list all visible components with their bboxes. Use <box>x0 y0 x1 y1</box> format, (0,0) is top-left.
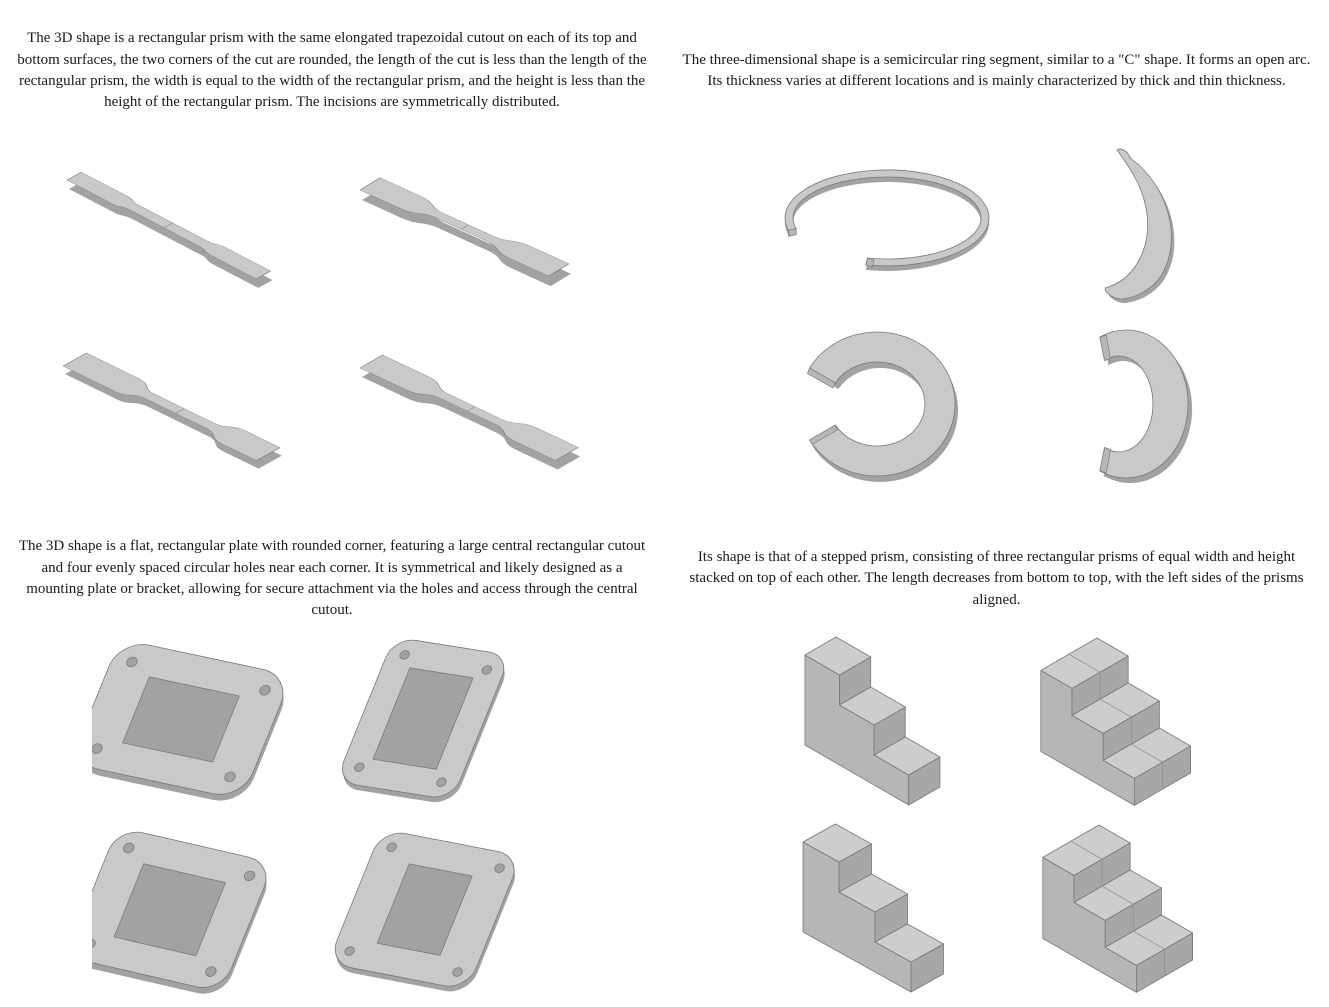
render-cell <box>757 136 997 316</box>
steps-render-2 <box>997 627 1237 812</box>
render-cell <box>997 812 1237 997</box>
figure-grid <box>37 136 627 500</box>
description-area <box>664 505 1329 627</box>
render-cell <box>332 627 572 815</box>
render-cell <box>757 812 997 997</box>
dogbone-render-4 <box>332 318 627 500</box>
description-text: The 3D shape is a rectangular prism with the same elongated trapezoidal cutout on each of its top and bottom surfaces, the two corners of the cut are rounded, the length of the cut is less than the length of the rectangular prism, the width is equal to the width of the rectangular prism, and the height is less than the height of the rectangular prism. The incisions are symmetrically distributed. <box>17 30 647 111</box>
render-cell <box>92 815 332 1003</box>
description-area <box>664 0 1329 136</box>
steps-render-4 <box>997 812 1237 997</box>
description-text: The 3D shape is a flat, rectangular plate with rounded corner, featuring a large central rectangular cutout and four evenly spaced circular holes near each corner. It is symmetrical and likely designed as a mounting plate or bracket, allowing for secure attachment via the holes and access through the central cutout. <box>18 538 646 619</box>
figure-grid <box>757 627 1237 997</box>
plate-render-1 <box>92 627 332 815</box>
ring-render-2 <box>997 136 1232 316</box>
ring-render-1 <box>757 136 992 316</box>
render-cell <box>37 318 332 500</box>
render-cell <box>37 136 332 318</box>
ring-render-3 <box>757 316 992 496</box>
plate-render-4 <box>332 815 572 1003</box>
plate-render-3 <box>92 815 332 1003</box>
panel-stepped-prism <box>664 505 1329 1007</box>
render-cell <box>332 136 627 318</box>
plate-render-2 <box>332 627 572 815</box>
steps-render-1 <box>757 627 997 812</box>
render-cell <box>997 136 1237 316</box>
figure-grid <box>92 627 572 1003</box>
description-area <box>0 0 664 136</box>
dogbone-render-1 <box>37 136 332 318</box>
ring-render-4 <box>997 316 1232 496</box>
dogbone-render-3 <box>37 318 332 500</box>
panel-semicircular-ring <box>664 0 1329 505</box>
description-text: Its shape is that of a stepped prism, consisting of three rectangular prisms of equal width and height stacked on top of each other. The length decreases from bottom to top, with the left sides of the prisms aligned. <box>689 549 1304 608</box>
description-text: The three-dimensional shape is a semicircular ring segment, similar to a "C" shape. It forms an open arc. Its thickness varies at different locations and is mainly characterized by thick and thin thickness. <box>682 51 1311 89</box>
render-cell <box>92 627 332 815</box>
panel-trapezoidal-cutout-prism <box>0 0 664 505</box>
render-cell <box>757 627 997 812</box>
description-area <box>0 505 664 627</box>
render-cell <box>997 627 1237 812</box>
panel-mounting-plate <box>0 505 664 1007</box>
render-cell <box>332 815 572 1003</box>
dogbone-render-2 <box>332 136 627 318</box>
figure-grid <box>757 136 1237 496</box>
render-cell <box>757 316 997 496</box>
render-cell <box>997 316 1237 496</box>
render-cell <box>332 318 627 500</box>
steps-render-3 <box>757 812 997 997</box>
